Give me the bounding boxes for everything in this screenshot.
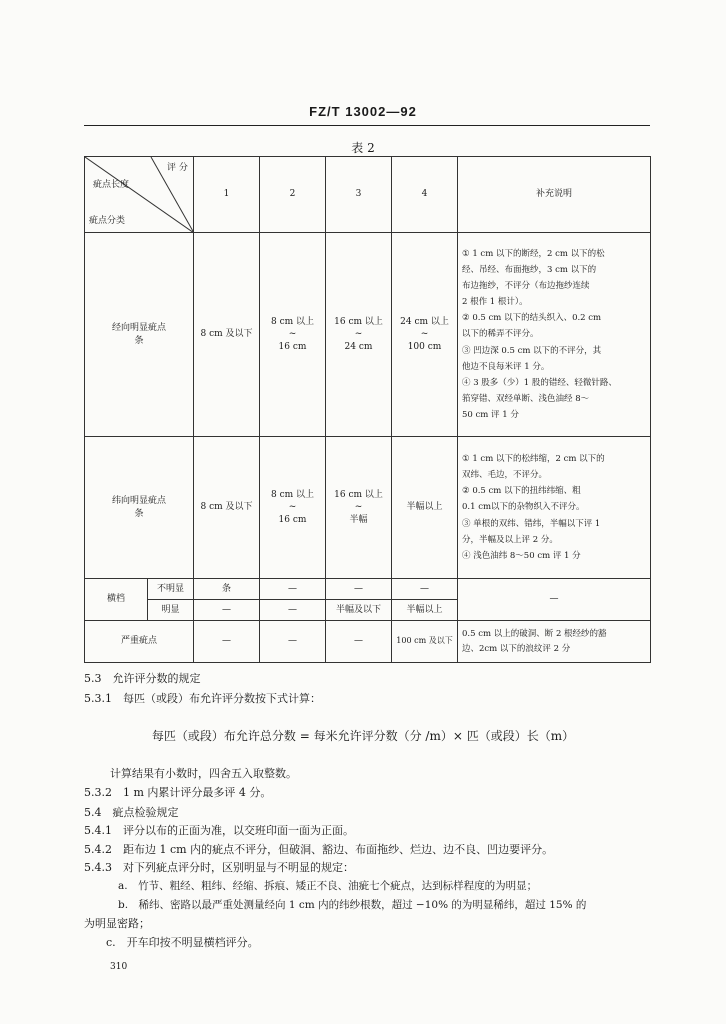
warp-score-4: 24 cm 以上 ~ 100 cm <box>392 233 458 437</box>
table-title: 表 2 <box>351 141 375 155</box>
score-header-3: 3 <box>326 157 392 233</box>
weft-defect-label: 纬向明显疵点 条 <box>85 437 194 579</box>
score-header-1: 1 <box>194 157 260 233</box>
warp-defect-label: 经向明显疵点 条 <box>85 233 194 437</box>
bar-b-score-1: — <box>194 600 260 621</box>
header-rule <box>84 125 650 126</box>
score-header-4: 4 <box>392 157 458 233</box>
item-a: a. 竹节、粗经、粗纬、经缩、拆痕、矮正不良、油疵七个疵点，达到标样程度的为明显； <box>118 880 538 892</box>
weft-notes: ① 1 cm 以下的松纬缩，2 cm 以下的 双纬、毛边，不评分。 ② 0.5 cm 以下的扭纬纬缩、粗 0.1 cm以下的杂物织入不评分。 ③ 单根的双纬、错纬，半幅以下评 1 分，半幅及以上评 2 分。 ④ 浅色油纬 8～50 cm 评 1 分 <box>458 437 651 579</box>
bar-defect-label: 横档 <box>85 579 148 621</box>
section-5-3-2: 5.3.2 1 m 内累计评分最多评 4 分。 <box>84 786 272 799</box>
bar-b-score-2: — <box>260 600 326 621</box>
bar-sub-unobvious: 不明显 <box>148 579 194 600</box>
item-b-continued: 为明显密路； <box>84 917 150 930</box>
warp-score-2: 8 cm 以上 ~ 16 cm <box>260 233 326 437</box>
section-5-4: 5.4 疵点检验规定 <box>84 806 179 819</box>
standard-code: FZ/T 13002—92 <box>309 104 417 119</box>
bar-b-score-3: 半幅及以下 <box>326 600 392 621</box>
bar-a-score-3: — <box>326 579 392 600</box>
bar-a-score-2: — <box>260 579 326 600</box>
severe-defect-label: 严重疵点 <box>85 621 194 663</box>
bar-notes: — <box>458 579 651 621</box>
section-5-4-2: 5.4.2 距布边 1 cm 内的疵点不评分，但破洞、豁边、布面拖纱、烂边、边不良、凹边要评分。 <box>84 843 554 856</box>
score-header-2: 2 <box>260 157 326 233</box>
warp-score-3: 16 cm 以上 ~ 24 cm <box>326 233 392 437</box>
rounding-rule: 计算结果有小数时，四舍五入取整数。 <box>110 767 297 780</box>
diag-label-score: 评 分 <box>167 163 188 173</box>
weft-score-2: 8 cm 以上 ~ 16 cm <box>260 437 326 579</box>
page-number: 310 <box>110 962 128 972</box>
severe-score-2: — <box>260 621 326 663</box>
severe-score-3: — <box>326 621 392 663</box>
warp-notes: ① 1 cm 以下的断经，2 cm 以下的松 经、吊经、布面拖纱，3 cm 以下的 布边拖纱，不评分（布边拖纱连续 2 根作 1 根计）。 ② 0.5 cm 以下的结头织入、0.2 cm 以下的稀弄不评分。 ③ 凹边深 0.5 cm 以下的不评分，其 他边不良每米评 1 分。 ④ 3 股多（少）1 股的错经、轻微针路、 筘穿错、双经单断、浅色油经 8～ 50 cm 评 1 分 <box>458 233 651 437</box>
item-b: b. 稀纬、密路以最严重处测量经向 1 cm 内的纬纱根数，超过 −10% 的为明显稀纬，超过 15% 的 <box>118 899 587 911</box>
row-bar-unobvious <box>85 579 651 600</box>
notes-header: 补充说明 <box>458 157 651 233</box>
diagonal-header-cell <box>85 157 194 233</box>
section-5-4-3: 5.4.3 对下列疵点评分时，区别明显与不明显的规定： <box>84 861 354 874</box>
warp-score-1: 8 cm 及以下 <box>194 233 260 437</box>
severe-score-4: 100 cm 及以下 <box>392 621 458 663</box>
severe-score-1: — <box>194 621 260 663</box>
bar-a-score-1: 条 <box>194 579 260 600</box>
severe-notes: 0.5 cm 以上的破洞、断 2 根经纱的豁 边、2cm 以下的浪纹评 2 分 <box>458 621 651 663</box>
diag-label-length: 疵点长度 <box>93 180 130 190</box>
bar-a-score-4: — <box>392 579 458 600</box>
row-warp-defect <box>85 233 651 437</box>
diag-label-category: 疵点分类 <box>89 216 126 226</box>
row-severe-defect <box>85 621 651 663</box>
section-5-4-1: 5.4.1 评分以布的正面为准，以交班印面一面为正面。 <box>84 824 354 837</box>
section-5-3-1: 5.3.1 每匹（或段）布允许评分数按下式计算： <box>84 692 321 705</box>
item-c: c. 开车印按不明显横档评分。 <box>106 936 259 949</box>
bar-b-score-4: 半幅以上 <box>392 600 458 621</box>
table-header-row <box>85 157 651 233</box>
weft-score-1: 8 cm 及以下 <box>194 437 260 579</box>
weft-score-4: 半幅以上 <box>392 437 458 579</box>
allowance-formula: 每匹（或段）布允许总分数 = 每米允许评分数（分 /m）× 匹（或段）长（m） <box>151 729 575 743</box>
bar-sub-obvious: 明显 <box>148 600 194 621</box>
row-weft-defect <box>85 437 651 579</box>
defect-score-table <box>84 156 651 663</box>
weft-score-3: 16 cm 以上 ~ 半幅 <box>326 437 392 579</box>
section-5-3: 5.3 允许评分数的规定 <box>84 672 201 685</box>
